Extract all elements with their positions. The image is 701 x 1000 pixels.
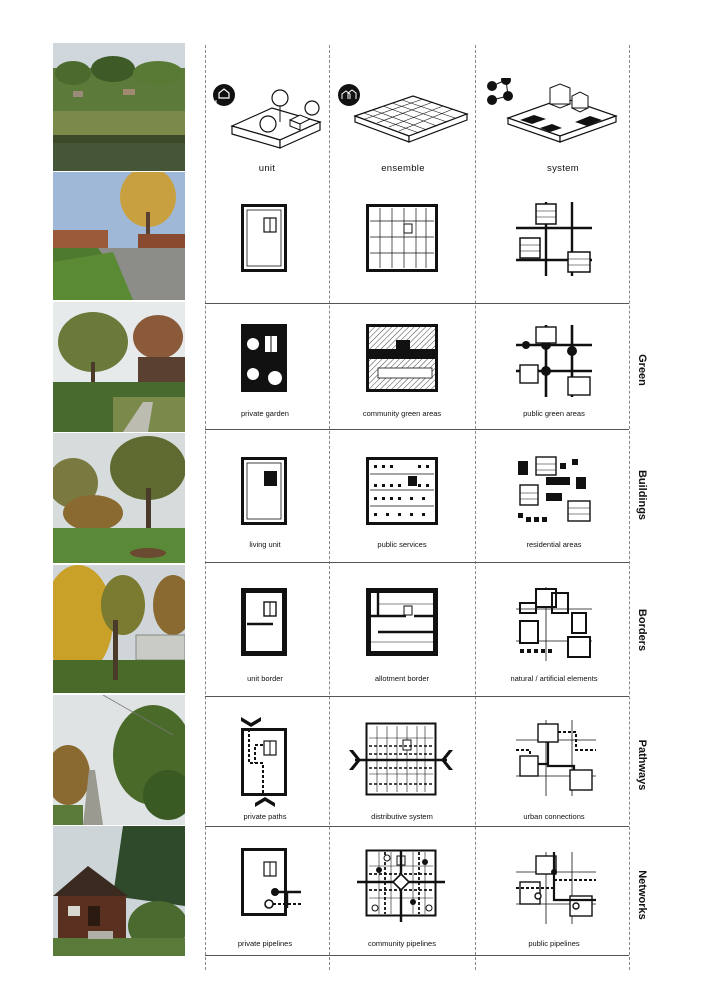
- caption-public-services: public services: [377, 540, 427, 549]
- caption-urban-connections: urban connections: [523, 812, 585, 821]
- row-label-borders: [630, 595, 654, 665]
- caption-allotment-border: allotment border: [374, 674, 430, 683]
- grid-divider: [475, 45, 476, 970]
- row-label-buildings: [630, 460, 654, 530]
- row-label-pathways: [630, 725, 654, 805]
- unit-border-plan: [241, 588, 287, 656]
- private-pipelines-plan: [241, 848, 303, 918]
- private-paths-plan: [239, 715, 289, 809]
- allotment-border-plan: [366, 588, 438, 656]
- unit-axonometric-drawing: [210, 78, 325, 156]
- row-label-buildings-text: Buildings: [636, 469, 648, 521]
- row-label-pathways-text: Pathways: [636, 739, 648, 791]
- system-base-plan: [516, 202, 592, 276]
- caption-private-garden: private garden: [241, 409, 289, 418]
- living-unit-plan: [241, 457, 287, 525]
- row-label-green-text: Green: [636, 354, 648, 386]
- caption-community-pipelines: community pipelines: [368, 939, 436, 948]
- ensemble-base-plan: [366, 204, 438, 272]
- caption-private-paths: private paths: [243, 812, 287, 821]
- row-divider: [205, 826, 629, 827]
- caption-living-unit: living unit: [249, 540, 281, 549]
- urban-connections-plan: [516, 720, 596, 796]
- caption-natural-artificial-elements: natural / artificial elements: [510, 674, 598, 683]
- caption-unit-border: unit border: [247, 674, 283, 683]
- system-axonometric-drawing: [480, 78, 620, 156]
- garden-trees-photo: [53, 302, 185, 432]
- apple-tree-photo: [53, 433, 185, 563]
- ensemble-axonometric-drawing: [335, 78, 470, 156]
- row-divider: [205, 303, 629, 304]
- column-heading-system: system: [547, 163, 579, 174]
- row-divider: [205, 696, 629, 697]
- caption-community-green-areas: community green areas: [362, 409, 442, 418]
- public-green-areas-plan: [516, 325, 592, 397]
- row-divider: [205, 562, 629, 563]
- distributive-system-plan: [345, 718, 457, 800]
- unit-base-plan: [241, 204, 287, 272]
- caption-distributive-system: distributive system: [371, 812, 433, 821]
- grid-divider: [205, 45, 206, 970]
- row-label-green: [630, 340, 654, 400]
- caption-private-pipelines: private pipelines: [237, 939, 293, 948]
- caption-residential-areas: residential areas: [526, 540, 582, 549]
- row-divider: [205, 429, 629, 430]
- grid-divider: [329, 45, 330, 970]
- public-services-plan: [366, 457, 438, 525]
- lake-allotments-photo: [53, 43, 185, 171]
- row-label-borders-text: Borders: [636, 608, 648, 652]
- wooden-shed-photo: [53, 826, 185, 956]
- community-green-areas-plan: [366, 324, 438, 392]
- caption-public-pipelines: public pipelines: [528, 939, 580, 948]
- row-divider: [205, 955, 629, 956]
- private-garden-plan: [241, 324, 287, 392]
- column-heading-unit: unit: [258, 163, 276, 174]
- yellow-tree-photo: [53, 565, 185, 693]
- residential-areas-plan: [516, 455, 592, 527]
- row-label-networks: [630, 855, 654, 935]
- row-label-networks-text: Networks: [636, 870, 648, 920]
- willow-road-photo: [53, 172, 185, 300]
- community-pipelines-plan: [355, 848, 447, 924]
- public-pipelines-plan: [516, 852, 596, 924]
- narrow-path-photo: [53, 695, 185, 825]
- caption-public-green-areas: public green areas: [523, 409, 585, 418]
- column-heading-ensemble: ensemble: [381, 163, 425, 174]
- natural-artificial-elements-plan: [516, 587, 592, 661]
